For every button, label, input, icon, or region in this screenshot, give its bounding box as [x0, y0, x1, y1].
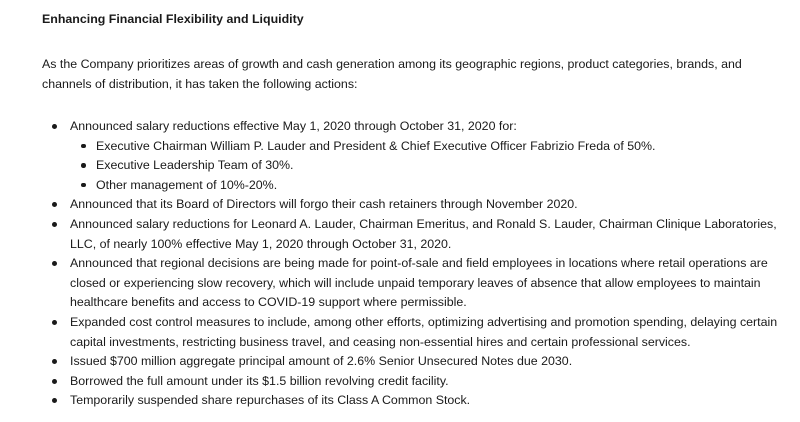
- bullet-icon: [81, 163, 86, 168]
- list-item-text: Borrowed the full amount under its $1.5 billion revolving credit facility.: [70, 373, 449, 388]
- list-item-text: Announced that its Board of Directors will forgo their cash retainers through November 2020.: [70, 197, 578, 212]
- list-item: [42, 254, 787, 313]
- sub-list-item: [70, 176, 787, 196]
- sub-list-item-text: Executive Chairman William P. Lauder and President & Chief Executive Officer Fabrizio Freda of 50%.: [96, 138, 656, 153]
- bullet-icon: [52, 398, 57, 403]
- sub-list-item: [70, 137, 787, 157]
- bullet-icon: [52, 124, 57, 129]
- actions-list: [42, 117, 787, 411]
- list-item-text: Temporarily suspended share repurchases of its Class A Common Stock.: [70, 393, 471, 408]
- bullet-icon: [52, 202, 57, 207]
- bullet-icon: [81, 144, 86, 149]
- bullet-icon: [52, 261, 57, 266]
- bullet-icon: [52, 379, 57, 384]
- list-item-text: Announced salary reductions effective May 1, 2020 through October 31, 2020 for:: [70, 119, 517, 133]
- sub-list-item-text: Other management of 10%-20%.: [96, 177, 278, 192]
- list-item-text: Expanded cost control measures to include, among other efforts, optimizing advertising and promotion spending, delaying certain capital investments, restricting business travel, and ceasing non-essential hires and certain professional services.: [70, 314, 778, 349]
- list-item: [42, 215, 787, 254]
- list-item: [42, 391, 787, 411]
- sub-list-item-text: Executive Leadership Team of 30%.: [96, 158, 294, 173]
- list-item-text: Announced salary reductions for Leonard A. Lauder, Chairman Emeritus, and Ronald S. Lauder, Chairman Clinique Laboratories, LLC, of nearly 100% effective May 1, 2020 through October 31, 2020.: [70, 216, 777, 251]
- list-item: [42, 352, 787, 372]
- list-item: [42, 117, 787, 195]
- bullet-icon: [52, 359, 57, 364]
- sub-list: [70, 137, 787, 196]
- list-item-text: Issued $700 million aggregate principal amount of 2.6% Senior Unsecured Notes due 2030.: [70, 354, 573, 369]
- bullet-icon: [52, 320, 57, 325]
- list-item: [42, 313, 787, 352]
- list-item-text: Announced that regional decisions are being made for point-of-sale and field employees in locations where retail operations are closed or experiencing slow recovery, which will include unpaid temporary leaves of absence that allow employees to maintain healthcare benefits and access to COVID-19 support where permissible.: [70, 256, 768, 310]
- list-item: [42, 195, 787, 215]
- sub-list-item: [70, 156, 787, 176]
- list-item: [42, 372, 787, 392]
- bullet-icon: [81, 183, 86, 188]
- bullet-icon: [52, 222, 57, 227]
- section-heading: Enhancing Financial Flexibility and Liquidity: [42, 12, 304, 26]
- intro-paragraph: As the Company prioritizes areas of growth and cash generation among its geographic regions, product categories, brands, and channels of distribution, it has taken the following actions:: [42, 57, 742, 91]
